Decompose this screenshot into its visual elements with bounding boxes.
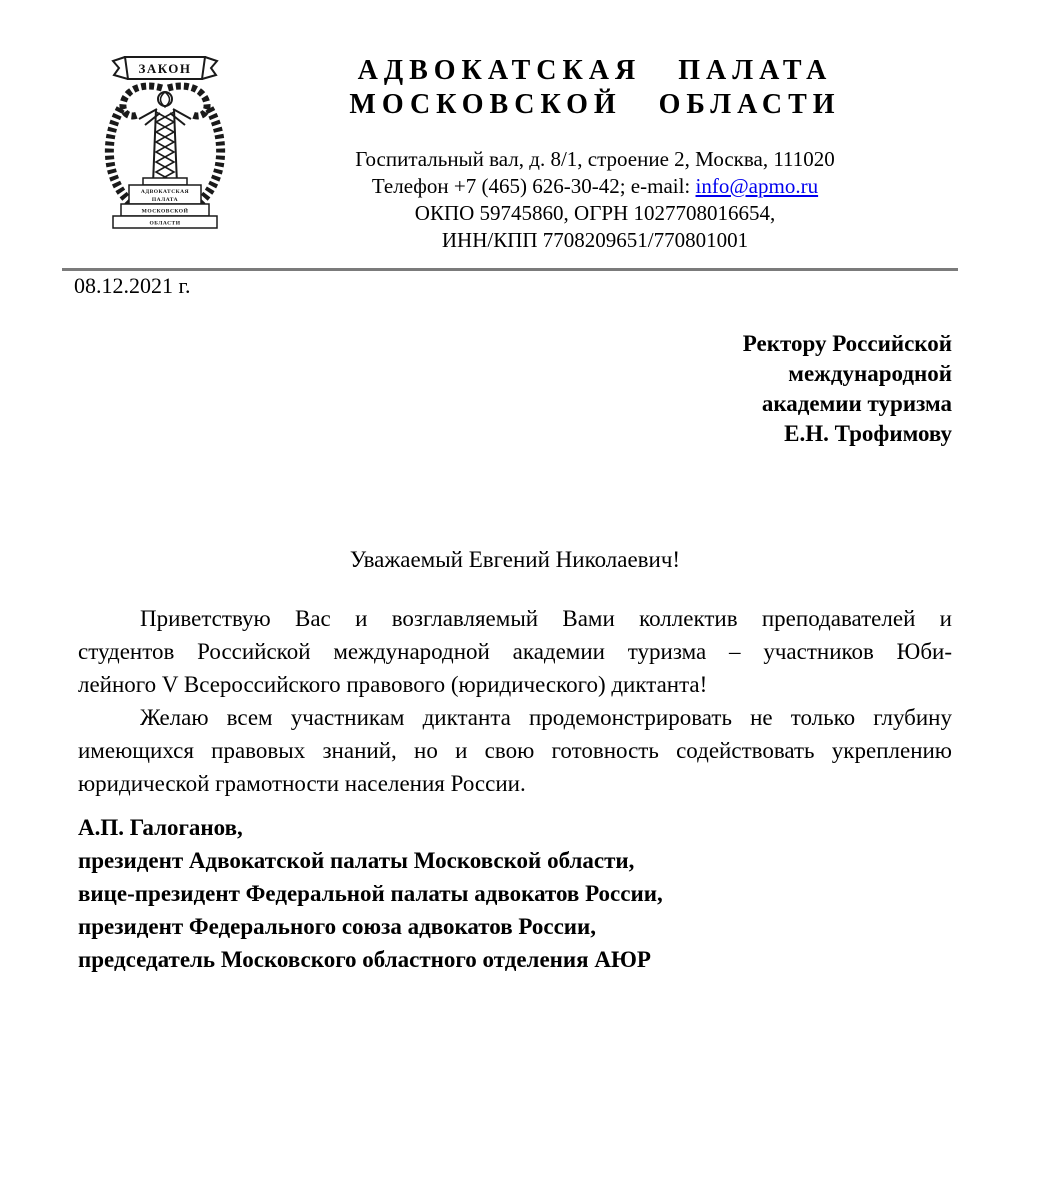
salutation: Уважаемый Евгений Николаевич! [349,547,681,572]
org-okpo-ogrn-line: ОКПО 59745860, ОГРН 1027708016654, [414,201,776,225]
email-link[interactable]: info@apmo.ru [695,174,819,198]
org-contacts [255,146,935,254]
org-phone-line [255,173,935,200]
emblem-pedestal-text-3: МОСКОВСКОЙ [141,208,189,215]
signature-block [78,811,952,976]
emblem-pedestal-text-4: ОБЛАСТИ [149,220,181,227]
signature-title: президент Адвокатской палаты Московской области, [78,848,635,873]
org-name-line-2: МОСКОВСКОЙ ОБЛАСТИ [349,89,841,120]
signature-title: председатель Московского областного отделения АЮР [78,947,651,972]
org-address-line: Госпитальный вал, д. 8/1, строение 2, Москва, 111020 [355,147,835,171]
emblem-banner-text: ЗАКОН [138,61,192,76]
letter-body [78,602,952,800]
body-line: имеющихся правовых знаний, но и свою готовность содействовать укреплению [78,738,952,763]
signature-title: вице-президент Федеральной палаты адвокатов России, [78,881,663,906]
emblem-pedestal-text-1: АДВОКАТСКАЯ [140,189,190,195]
letterhead [255,54,935,254]
phone-text: Телефон +7 (465) 626-30-42; e-mail: [371,174,696,198]
body-line: студентов Российской международной академии туризма – участников Юби- [78,639,952,664]
recipient-line: Е.Н. Трофимову [784,421,952,446]
recipient-line: академии туризма [761,391,952,416]
body-line: юридической грамотности населения России. [78,771,526,796]
signature-title: президент Федерального союза адвокатов России, [78,914,597,939]
recipient-line: Ректору Российской [742,331,952,356]
emblem-pedestal-text-2: ПАЛАТА [151,197,179,203]
org-name-line-1: АДВОКАТСКАЯ ПАЛАТА [357,55,833,86]
letterhead-divider [62,268,958,271]
law-column-wreath-icon [85,52,245,230]
letter-date: 08.12.2021 г. [74,273,191,298]
signature-name: А.П. Галоганов, [78,815,243,840]
body-line: Желаю всем участникам диктанта продемонстрировать не только глубину [140,705,952,730]
recipient-block [560,329,952,449]
recipient-line: международной [788,361,952,386]
body-line: Приветствую Вас и возглавляемый Вами коллектив преподавателей и [140,606,952,631]
body-line: лейного V Всероссийского правового (юридического) диктанта! [78,672,708,697]
org-inn-kpp-line: ИНН/КПП 7708209651/770801001 [441,228,749,252]
organization-emblem [85,52,245,230]
